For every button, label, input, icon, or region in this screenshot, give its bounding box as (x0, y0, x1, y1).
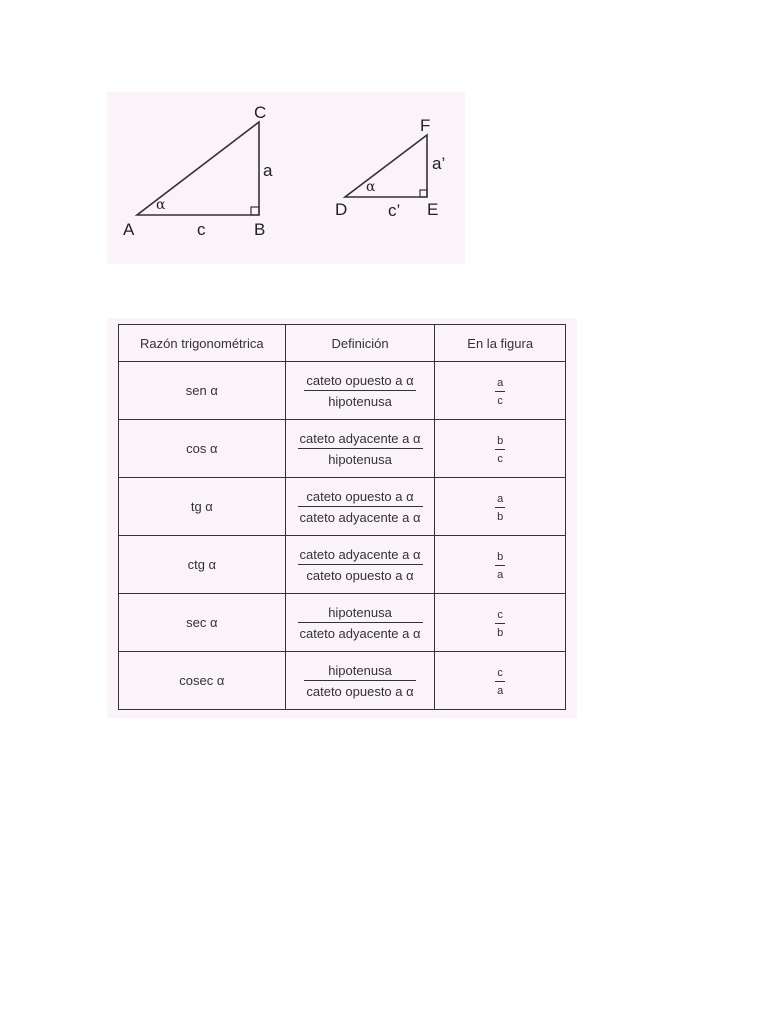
vertex-a-label: A (123, 220, 135, 239)
figure-denominator: c (497, 453, 503, 465)
definition-cell (285, 478, 435, 536)
definition-numerator: hipotenusa (328, 662, 392, 678)
figure-cell (435, 362, 566, 420)
definition-fraction (304, 663, 415, 699)
definition-fraction (298, 431, 423, 467)
definition-numerator: cateto opuesto a α (306, 372, 414, 388)
ratio-name: sec α (119, 594, 286, 652)
figure-denominator: b (497, 511, 504, 523)
side-a-label: a (263, 161, 273, 180)
vertex-e-label: E (427, 200, 439, 219)
table-row (119, 594, 566, 652)
figure-numerator: c (497, 667, 503, 679)
definition-numerator: hipotenusa (328, 604, 392, 620)
ratios-table-panel (107, 318, 577, 718)
triangle-def (345, 135, 427, 197)
definition-numerator: cateto adyacente a α (299, 546, 421, 562)
table-row (119, 536, 566, 594)
table-header-row (119, 325, 566, 362)
figure-fraction (495, 435, 505, 465)
right-angle-mark-b (251, 207, 259, 215)
ratio-name: tg α (119, 478, 286, 536)
side-a-prime-label: a’ (432, 154, 446, 173)
figure-denominator: c (497, 395, 503, 407)
side-c-prime-label: c’ (388, 201, 401, 220)
header-ratio: Razón trigonométrica (119, 325, 286, 362)
table-row (119, 478, 566, 536)
figure-cell (435, 420, 566, 478)
trig-ratios-table (118, 324, 566, 710)
figure-denominator: a (497, 569, 504, 581)
definition-cell (285, 536, 435, 594)
figure-denominator: b (497, 627, 504, 639)
figure-fraction (495, 609, 505, 639)
definition-cell (285, 420, 435, 478)
vertex-c-label: C (254, 103, 267, 122)
definition-numerator: cateto opuesto a α (306, 488, 414, 504)
definition-cell (285, 362, 435, 420)
definition-numerator: cateto adyacente a α (299, 430, 421, 446)
figure-fraction (495, 667, 505, 697)
definition-cell (285, 652, 435, 710)
header-in-figure: En la figura (435, 325, 566, 362)
figure-numerator: b (497, 435, 504, 447)
figure-cell (435, 478, 566, 536)
figure-cell (435, 652, 566, 710)
figure-numerator: a (497, 377, 504, 389)
figure-denominator: a (497, 685, 504, 697)
side-c-label: c (197, 220, 206, 239)
angle-alpha-label-2: α (366, 179, 376, 195)
figure-numerator: a (497, 493, 504, 505)
ratio-name: cosec α (119, 652, 286, 710)
definition-denominator: cateto adyacente a α (299, 625, 421, 641)
figure-cell (435, 594, 566, 652)
figure-cell (435, 536, 566, 594)
right-angle-mark-e (420, 190, 427, 197)
triangles-drawing (107, 92, 465, 264)
figure-fraction (495, 551, 505, 581)
definition-denominator: cateto opuesto a α (306, 567, 414, 583)
figure-fraction (495, 377, 505, 407)
header-definition: Definición (285, 325, 435, 362)
ratio-name: sen α (119, 362, 286, 420)
definition-denominator: hipotenusa (328, 451, 392, 467)
table-row (119, 652, 566, 710)
figure-fraction (495, 493, 505, 523)
definition-fraction (298, 547, 423, 583)
definition-fraction (304, 373, 415, 409)
triangles-figure (107, 92, 465, 264)
table-row (119, 420, 566, 478)
vertex-f-label: F (420, 116, 431, 135)
ratio-name: cos α (119, 420, 286, 478)
definition-fraction (298, 489, 423, 525)
definition-fraction (298, 605, 423, 641)
definition-denominator: cateto opuesto a α (306, 683, 414, 699)
angle-alpha-label-1: α (156, 197, 166, 213)
table-row (119, 362, 566, 420)
definition-denominator: hipotenusa (328, 393, 392, 409)
definition-cell (285, 594, 435, 652)
vertex-d-label: D (335, 200, 348, 219)
figure-numerator: c (497, 609, 503, 621)
ratio-name: ctg α (119, 536, 286, 594)
figure-numerator: b (497, 551, 504, 563)
vertex-b-label: B (254, 220, 266, 239)
definition-denominator: cateto adyacente a α (299, 509, 421, 525)
